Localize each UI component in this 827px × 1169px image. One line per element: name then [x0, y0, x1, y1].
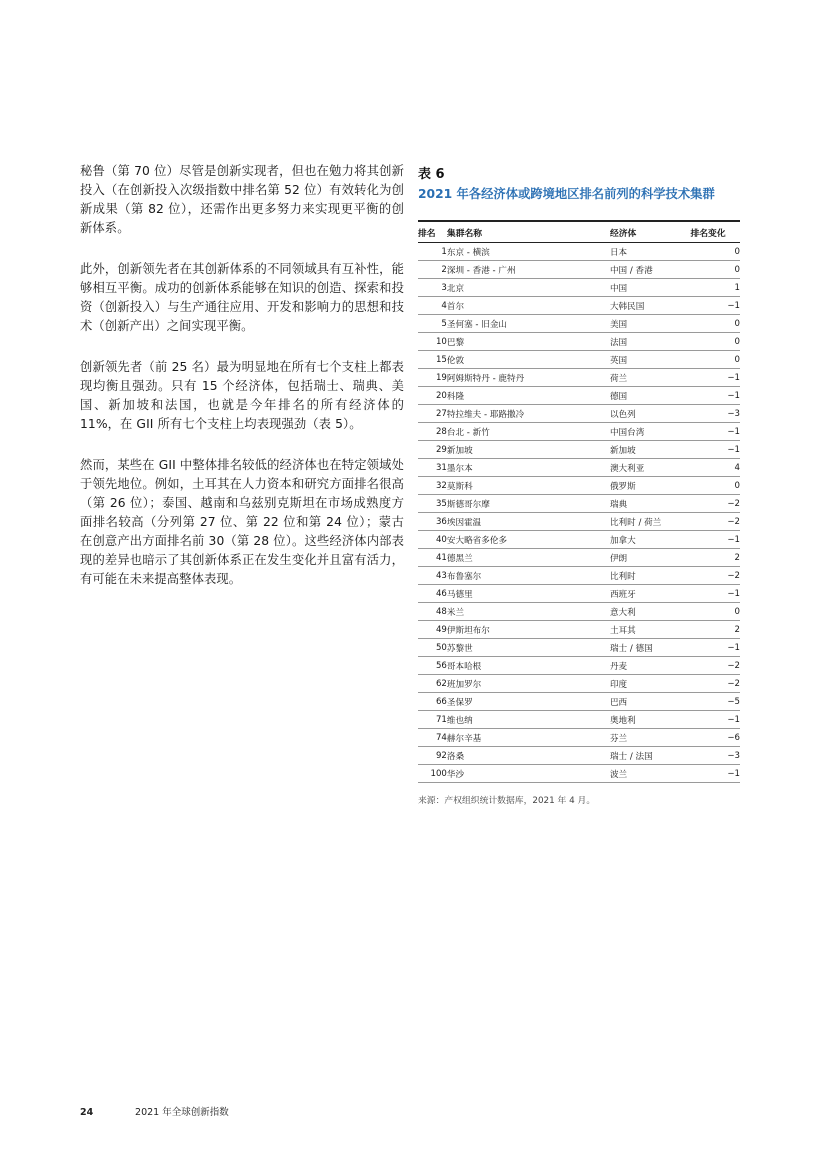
cell-change: −1	[690, 297, 740, 315]
cell-name: 北京	[447, 279, 610, 297]
table-row	[418, 297, 740, 315]
cell-change: −5	[690, 693, 740, 711]
cell-rank: 49	[418, 621, 447, 639]
header-economy: 经济体	[610, 221, 691, 243]
cell-rank: 36	[418, 513, 447, 531]
cell-change: 0	[690, 333, 740, 351]
cell-name: 马德里	[447, 585, 610, 603]
cell-economy: 丹麦	[610, 657, 691, 675]
cell-rank: 10	[418, 333, 447, 351]
cell-economy: 巴西	[610, 693, 691, 711]
table-header-row	[418, 221, 740, 243]
cell-rank: 35	[418, 495, 447, 513]
table-row	[418, 495, 740, 513]
table-row	[418, 729, 740, 747]
cell-rank: 15	[418, 351, 447, 369]
table-row	[418, 333, 740, 351]
table-row	[418, 279, 740, 297]
cell-change: −1	[690, 639, 740, 657]
cell-change: 2	[690, 549, 740, 567]
table-row	[418, 441, 740, 459]
cell-name: 科隆	[447, 387, 610, 405]
cell-change: −3	[690, 747, 740, 765]
cell-name: 埃因霍温	[447, 513, 610, 531]
cell-rank: 62	[418, 675, 447, 693]
cell-name: 伦敦	[447, 351, 610, 369]
cell-rank: 20	[418, 387, 447, 405]
cell-name: 新加坡	[447, 441, 610, 459]
cell-change: 4	[690, 459, 740, 477]
cell-name: 莫斯科	[447, 477, 610, 495]
cell-rank: 2	[418, 261, 447, 279]
cell-rank: 100	[418, 765, 447, 783]
cell-name: 布鲁塞尔	[447, 567, 610, 585]
page-number: 24	[80, 1107, 94, 1118]
cell-change: 0	[690, 351, 740, 369]
table-row	[418, 315, 740, 333]
table-row	[418, 621, 740, 639]
cell-change: 0	[690, 477, 740, 495]
cell-economy: 比利时 / 荷兰	[610, 513, 691, 531]
cell-rank: 40	[418, 531, 447, 549]
cell-name: 维也纳	[447, 711, 610, 729]
cell-name: 阿姆斯特丹 - 鹿特丹	[447, 369, 610, 387]
cell-rank: 41	[418, 549, 447, 567]
cell-rank: 5	[418, 315, 447, 333]
table-row	[418, 693, 740, 711]
cell-economy: 大韩民国	[610, 297, 691, 315]
table-row	[418, 549, 740, 567]
cell-economy: 日本	[610, 243, 691, 261]
cell-rank: 46	[418, 585, 447, 603]
cell-rank: 19	[418, 369, 447, 387]
cell-economy: 中国台湾	[610, 423, 691, 441]
table-row	[418, 711, 740, 729]
table-row	[418, 243, 740, 261]
cell-economy: 以色列	[610, 405, 691, 423]
cell-name: 东京 - 横滨	[447, 243, 610, 261]
table-section	[418, 166, 740, 807]
table-row	[418, 765, 740, 783]
cell-change: −3	[690, 405, 740, 423]
cell-rank: 1	[418, 243, 447, 261]
cell-economy: 澳大利亚	[610, 459, 691, 477]
cell-change: 0	[690, 261, 740, 279]
cell-name: 德黑兰	[447, 549, 610, 567]
cell-economy: 瑞士 / 德国	[610, 639, 691, 657]
cell-rank: 29	[418, 441, 447, 459]
cell-name: 赫尔辛基	[447, 729, 610, 747]
table-row	[418, 351, 740, 369]
cell-name: 台北 - 新竹	[447, 423, 610, 441]
cell-economy: 俄罗斯	[610, 477, 691, 495]
cell-rank: 50	[418, 639, 447, 657]
cell-rank: 31	[418, 459, 447, 477]
cell-name: 首尔	[447, 297, 610, 315]
cell-change: −2	[690, 567, 740, 585]
cell-rank: 3	[418, 279, 447, 297]
cell-change: 0	[690, 603, 740, 621]
table-body	[418, 243, 740, 783]
paragraph-lower-ranked: 然而，某些在 GII 中整体排名较低的经济体也在特定领域处于领先地位。例如，土耳其在人力资本和研究方面排名很高（第 26 位）；泰国、越南和乌兹别克斯坦在市场成熟度方面排名较高（分列第 27 位、第 22 位和第 24 位）；蒙古在创意产出方面排名前 30（第 28 位）。这些经济体内部表现的差异也暗示了其创新体系正在发生变化并且富有活力，有可能在未来提高整体表现。	[80, 458, 404, 586]
cell-rank: 4	[418, 297, 447, 315]
cell-rank: 32	[418, 477, 447, 495]
table-row	[418, 261, 740, 279]
cell-change: −2	[690, 513, 740, 531]
table-title: 2021 年各经济体或跨境地区排名前列的科学技术集群	[418, 187, 715, 201]
header-change: 排名变化	[690, 221, 740, 243]
cell-rank: 74	[418, 729, 447, 747]
cell-economy: 加拿大	[610, 531, 691, 549]
cell-name: 特拉维夫 - 耶路撒冷	[447, 405, 610, 423]
table-row	[418, 513, 740, 531]
cell-name: 哥本哈根	[447, 657, 610, 675]
cell-economy: 奥地利	[610, 711, 691, 729]
page-footer	[80, 1104, 229, 1118]
table-row	[418, 369, 740, 387]
body-text-column	[80, 162, 404, 611]
cell-change: −2	[690, 657, 740, 675]
cell-change: −1	[690, 441, 740, 459]
table-row	[418, 477, 740, 495]
cell-economy: 伊朗	[610, 549, 691, 567]
cell-economy: 新加坡	[610, 441, 691, 459]
table-row	[418, 567, 740, 585]
cell-change: 2	[690, 621, 740, 639]
header-rank: 排名	[418, 221, 447, 243]
cell-change: −1	[690, 369, 740, 387]
cell-change: −6	[690, 729, 740, 747]
table-row	[418, 585, 740, 603]
cell-economy: 意大利	[610, 603, 691, 621]
cell-economy: 中国 / 香港	[610, 261, 691, 279]
cell-name: 苏黎世	[447, 639, 610, 657]
cell-economy: 德国	[610, 387, 691, 405]
publication-title: 2021 年全球创新指数	[135, 1107, 229, 1118]
table-row	[418, 657, 740, 675]
table-row	[418, 423, 740, 441]
cell-economy: 土耳其	[610, 621, 691, 639]
cell-economy: 法国	[610, 333, 691, 351]
cell-name: 深圳 - 香港 - 广州	[447, 261, 610, 279]
table-row	[418, 531, 740, 549]
cell-change: −1	[690, 765, 740, 783]
clusters-table	[418, 220, 740, 783]
table-row	[418, 639, 740, 657]
cell-economy: 波兰	[610, 765, 691, 783]
table-row	[418, 405, 740, 423]
cell-economy: 瑞典	[610, 495, 691, 513]
cell-name: 巴黎	[447, 333, 610, 351]
cell-rank: 56	[418, 657, 447, 675]
paragraph-peru: 秘鲁（第 70 位）尽管是创新实现者，但也在勉力将其创新投入（在创新投入次级指数中排名第 52 位）有效转化为创新成果（第 82 位），还需作出更多努力来实现更平衡的创新体系。	[80, 164, 404, 235]
table-source: 来源：产权组织统计数据库，2021 年 4 月。	[418, 796, 596, 806]
table-row	[418, 459, 740, 477]
cell-economy: 中国	[610, 279, 691, 297]
cell-change: −1	[690, 423, 740, 441]
cell-economy: 芬兰	[610, 729, 691, 747]
cell-change: −2	[690, 675, 740, 693]
cell-economy: 印度	[610, 675, 691, 693]
cell-economy: 西班牙	[610, 585, 691, 603]
cell-economy: 比利时	[610, 567, 691, 585]
table-row	[418, 603, 740, 621]
paragraph-complementarity: 此外，创新领先者在其创新体系的不同领域具有互补性，能够相互平衡。成功的创新体系能够在知识的创造、探索和投资（创新投入）与生产通往应用、开发和影响力的思想和技术（创新产出）之间实现平衡。	[80, 262, 404, 333]
table-row	[418, 675, 740, 693]
table-row	[418, 747, 740, 765]
cell-name: 圣保罗	[447, 693, 610, 711]
cell-change: −1	[690, 387, 740, 405]
header-name: 集群名称	[447, 221, 610, 243]
cell-change: 0	[690, 315, 740, 333]
cell-economy: 荷兰	[610, 369, 691, 387]
cell-rank: 28	[418, 423, 447, 441]
table-label: 表 6	[418, 167, 445, 182]
cell-name: 圣何塞 - 旧金山	[447, 315, 610, 333]
cell-rank: 27	[418, 405, 447, 423]
cell-change: 1	[690, 279, 740, 297]
cell-rank: 71	[418, 711, 447, 729]
cell-name: 洛桑	[447, 747, 610, 765]
paragraph-leaders: 创新领先者（前 25 名）最为明显地在所有七个支柱上都表现均衡且强劲。只有 15 个经济体，包括瑞士、瑞典、美国、新加坡和法国，也就是今年排名的所有经济体的 11%，在 GII 所有七个支柱上均表现强劲（表 5）。	[80, 360, 404, 431]
cell-economy: 英国	[610, 351, 691, 369]
cell-economy: 美国	[610, 315, 691, 333]
cell-change: −1	[690, 585, 740, 603]
cell-rank: 66	[418, 693, 447, 711]
cell-name: 华沙	[447, 765, 610, 783]
table-row	[418, 387, 740, 405]
cell-rank: 92	[418, 747, 447, 765]
cell-name: 班加罗尔	[447, 675, 610, 693]
cell-name: 墨尔本	[447, 459, 610, 477]
cell-name: 安大略省多伦多	[447, 531, 610, 549]
cell-change: −2	[690, 495, 740, 513]
cell-name: 斯德哥尔摩	[447, 495, 610, 513]
cell-change: 0	[690, 243, 740, 261]
cell-rank: 43	[418, 567, 447, 585]
cell-change: −1	[690, 711, 740, 729]
cell-change: −1	[690, 531, 740, 549]
cell-economy: 瑞士 / 法国	[610, 747, 691, 765]
cell-name: 伊斯坦布尔	[447, 621, 610, 639]
cell-name: 米兰	[447, 603, 610, 621]
cell-rank: 48	[418, 603, 447, 621]
